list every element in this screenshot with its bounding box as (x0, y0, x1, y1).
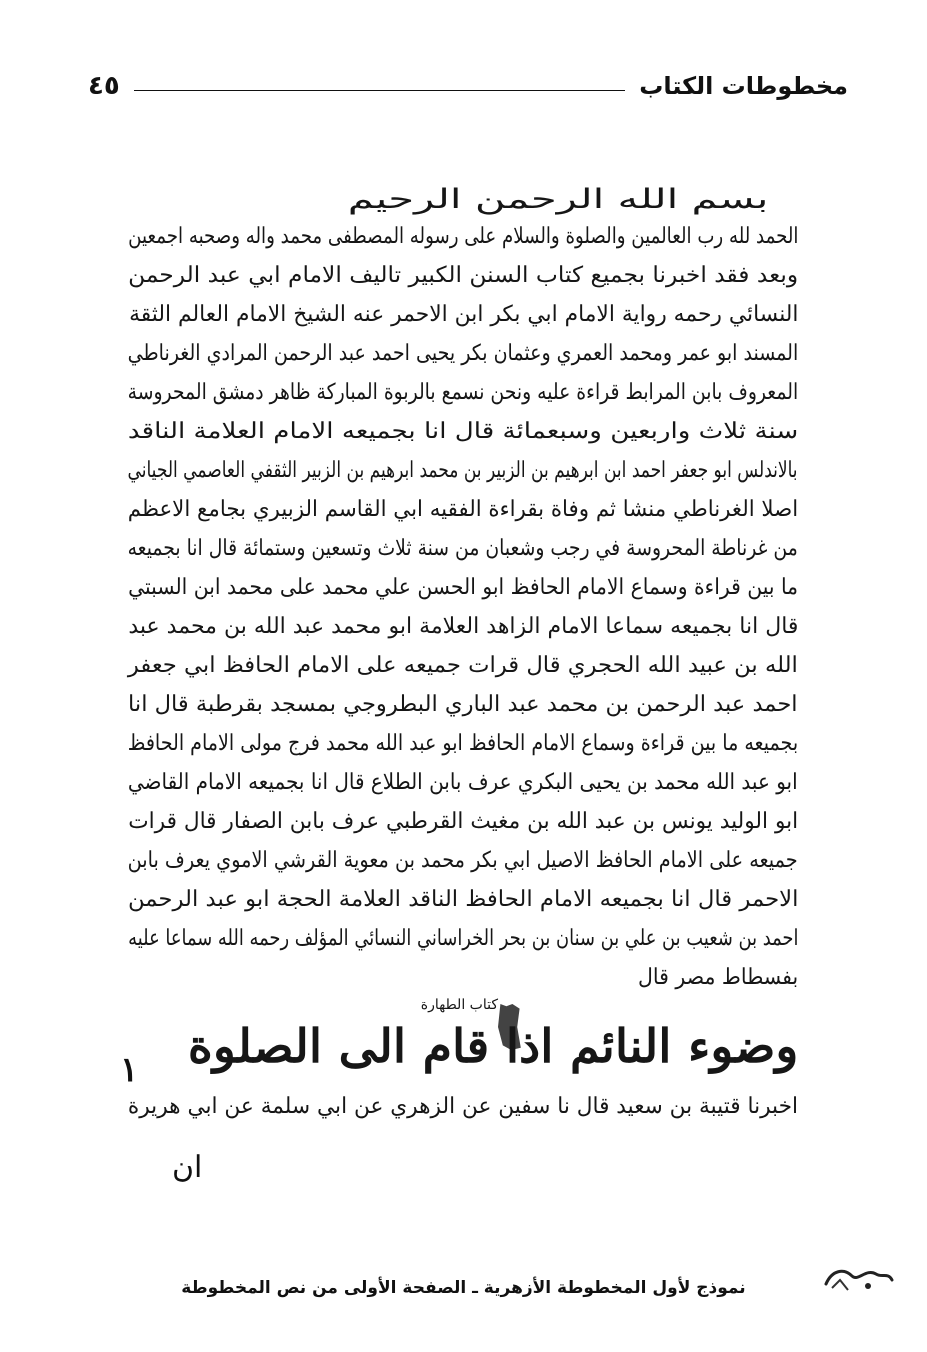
manuscript-line: بالاندلس ابو جعفر احمد ابن ابرهيم بن الزبير بن محمد ابرهيم بن الزبير الثقفي العاصمي الجياني (127, 458, 798, 483)
manuscript-line: اصلا الغرناطي منشا ثم وفاة بقراءة الفقيه ابي القاسم الزبيري بجامع الاعظم (127, 497, 798, 522)
manuscript-line: الحمد لله رب العالمين والصلوة والسلام على رسوله المصطفى محمد واله وصحبه اجمعين (127, 224, 798, 249)
manuscript-line-after-heading: اخبرنا قتيبة بن سعيد قال نا سفين عن الزهري عن ابي سلمة عن ابي هريرة (127, 1094, 798, 1119)
page-number: ٤٥ (88, 71, 120, 101)
manuscript-image (120, 178, 798, 1198)
manuscript-line: المعروف بابن المرابط قراءة عليه ونحن نسمع بالربوة المباركة ظاهر دمشق المحروسة (127, 380, 798, 405)
manuscript-line: ما بين قراءة وسماع الامام الحافظ ابو الحسن علي محمد على محمد ابن السبتي (128, 575, 798, 600)
manuscript-line: ابو عبد الله محمد بن يحيى البكري عرف بابن الطلاع قال انا بجميعه الامام القاضي (128, 770, 798, 795)
manuscript-line: المسند ابو عمر ومحمد العمري وعثمان بكر يحيى احمد عبد الرحمن المرادي الغرناطي (127, 341, 798, 366)
book-subheading: كتاب الطهارة (420, 997, 498, 1013)
manuscript-line: الله بن عبيد الله الحجري قال قرات جميعه على الامام الحافظ ابي جعفر (128, 653, 798, 678)
chapter-number: ١ (120, 1050, 139, 1090)
manuscript-line: قال انا بجميعه سماعا الامام الزاهد العلامة ابو محمد عبد الله بن محمد عبد (127, 614, 798, 639)
manuscript-line: جميعه على الامام الحافظ الاصيل ابي بكر محمد بن معوية القرشي الاموي يعرف بابن (127, 848, 798, 873)
header-rule (134, 90, 625, 91)
chapter-heading: وضوء النائم اذا قام الى الصلوة (187, 1019, 798, 1073)
figure-caption: نموذج لأول المخطوطة الأزهرية ـ الصفحة الأولى من نص المخطوطة (181, 1278, 746, 1298)
manuscript-line: من غرناطة المحروسة في رجب وشعبان من سنة ثلاث وتسعين وستمائة قال انا بجميعه (127, 536, 798, 561)
manuscript-line: سنة ثلاث واربعين وسبعمائة قال انا بجميعه الامام العلامة الناقد (127, 419, 798, 444)
manuscript-basmala: بسم الله الرحمن الرحيم (347, 184, 768, 215)
manuscript-line: بفسطاط مصر قال (637, 965, 798, 990)
manuscript-line: احمد عبد الرحمن بن محمد عبد الباري البطروجي بمسجد بقرطبة قال انا (128, 692, 798, 717)
manuscript-line: بجميعه ما بين قراءة وسماع الامام الحافظ ابو عبد الله محمد فرج مولى الامام الحافظ (127, 731, 798, 756)
manuscript-line: الاحمر قال انا بجميعه الامام الحافظ الناقد العلامة الحجة ابو عبد الرحمن (127, 887, 798, 912)
manuscript-line: النسائي رحمه رواية الامام ابي بكر ابن الاحمر عنه الشيخ الامام العالم الثقة (128, 302, 798, 327)
page-header (88, 66, 848, 106)
manuscript-line: وبعد فقد اخبرنا بجميع كتاب السنن الكبير تاليف الامام ابي عبد الرحمن (127, 263, 798, 288)
manuscript-line: ابو الوليد يونس بن عبد الله بن مغيث القرطبي عرف بابن الصفار قال قرات (127, 809, 798, 834)
running-title: مخطوطات الكتاب (639, 72, 848, 100)
manuscript-line: احمد بن شعيب بن علي بن سنان بن بحر الخراساني النسائي المؤلف رحمه الله سماعا عليه (127, 926, 798, 951)
catchword: ان (172, 1150, 203, 1185)
